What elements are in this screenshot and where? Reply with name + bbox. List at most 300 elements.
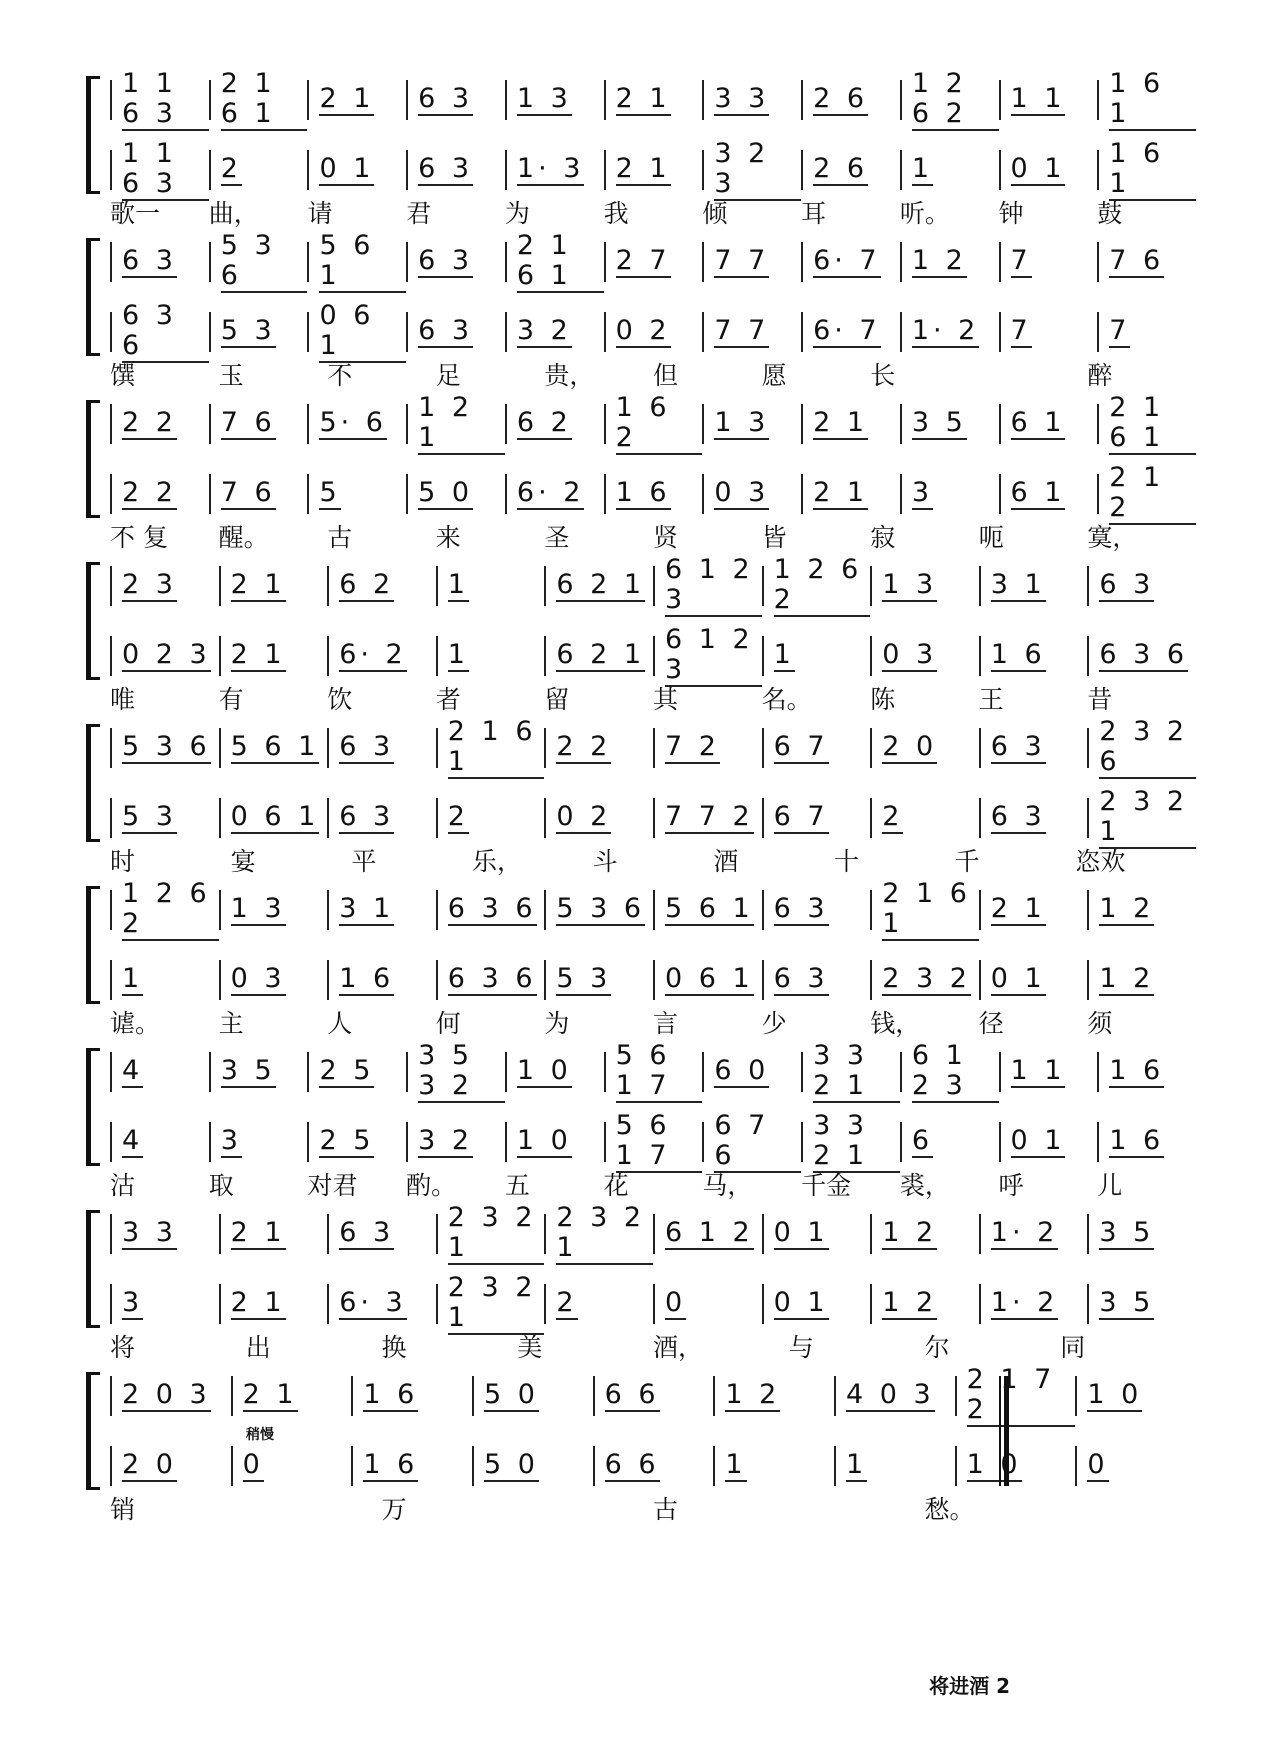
measure-notes: 3 [911,477,933,508]
measure [209,474,308,514]
measure-notes: 2 0 [122,1449,177,1480]
measure-notes: 3 5 3 2 [418,1041,505,1103]
measure-notes: 6 3 [122,245,177,276]
measure-notes: 1· 3 [516,153,585,184]
lyric-syllable: 将 [110,1333,136,1362]
measure-notes: 1· 2 [990,1217,1059,1248]
score-system [86,554,1196,714]
upper-voice-line [110,392,1196,453]
measure-notes: 1 2 [725,1379,781,1410]
measure-notes: 1 3 [882,569,938,600]
measure [307,1052,406,1092]
score-system [86,1364,1196,1524]
measure-notes: 1 2 [882,1287,938,1318]
measure-notes: 1 3 [714,407,770,438]
lyric-syllable: 为 [544,1009,570,1038]
measure-notes: 6 6 [604,1379,660,1410]
measure [219,728,328,768]
measure-notes: 0 1 [773,1217,829,1248]
measure [762,960,871,1000]
measure-notes: 6 3 [418,315,474,346]
measure [505,80,604,120]
score-system [86,392,1196,552]
measure-notes: 1 [447,569,469,600]
upper-voice-line [110,716,1196,777]
measure [979,890,1088,930]
lyrics-line [110,1166,1196,1200]
measure [604,80,703,120]
measure [436,1272,545,1333]
lyric-syllable: 皆 [761,523,787,552]
measure-notes: 1· 2 [990,1287,1059,1318]
measure-notes: 6 2 1 [556,569,646,600]
measure-notes: 2 [447,801,469,832]
score-system [86,1202,1196,1362]
measure-notes: 6 3 [773,963,829,994]
measure-notes: 6 1 [1010,407,1066,438]
measure [999,150,1098,190]
lyric-syllable: 斗 [592,847,618,876]
measure-notes: 6 7 [773,801,829,832]
measure [307,80,406,120]
measure-notes: 2 1 [813,407,869,438]
measure [870,878,979,939]
measure-notes: 7 [1109,315,1131,346]
measure-notes: 2 3 2 1 [556,1203,653,1265]
measure [209,1052,308,1092]
measure-notes: 2 2 [122,407,177,438]
measure [436,890,545,930]
lyric-syllable: 倾 [702,199,728,228]
measure [327,566,436,606]
lyric-syllable: 酌。 [406,1171,457,1200]
measure [472,1446,593,1486]
measure [231,1446,352,1486]
measure-notes: 3 5 [911,407,967,438]
lyrics-line [110,1490,1196,1524]
measure-notes: 2 1 [230,1217,286,1248]
measure-notes: 6 3 [990,801,1046,832]
measure-notes: 5 3 6 [122,731,211,762]
lyric-syllable: 我 [603,199,629,228]
measure-notes: 0 1 [1010,1125,1066,1156]
lyric-syllable: 销 [110,1495,136,1524]
measure-notes: 7 6 [1109,245,1165,276]
lyric-syllable: 名。 [761,685,812,714]
score-system [86,230,1196,390]
measure [1087,960,1196,1000]
measure [702,474,801,514]
measure [110,404,209,444]
measure-notes: 6· 7 [813,315,881,346]
lyrics-line [110,194,1196,228]
measure-notes: 2 3 2 6 [1099,717,1196,779]
measure-notes: 1 2 [911,245,967,276]
measure-notes: 2 [220,153,242,184]
measure [870,1214,979,1254]
lyric-syllable: 有 [218,685,244,714]
measure [999,404,1098,444]
measure [979,798,1088,838]
measure [999,474,1098,514]
measure [544,636,653,676]
lyric-syllable: 五 [504,1171,530,1200]
measure [406,392,505,453]
measure-notes: 1 0 [966,1449,1022,1480]
measure-notes: 1 [773,639,795,670]
lyrics-line [110,842,1196,876]
measure [593,1446,714,1486]
measure [604,150,703,190]
measure [653,624,762,685]
measure-notes: 3 2 [418,1125,474,1156]
lyric-syllable: 千 [954,847,980,876]
lyric-syllable: 愁。 [924,1495,975,1524]
measure [593,1376,714,1416]
measure [544,1202,653,1263]
lyric-syllable: 须 [1087,1009,1113,1038]
lyric-syllable: 对君 [307,1171,358,1200]
measure-notes: 3 3 2 1 [813,1041,900,1103]
measure-notes: 6 3 6 [447,893,537,924]
measure [801,80,900,120]
measure [1097,1122,1196,1162]
measure-notes: 1 2 [1099,963,1155,994]
lyric-syllable: 古 [327,523,353,552]
measure-notes: 7 7 [714,245,770,276]
lyrics-line [110,356,1196,390]
measure [307,150,406,190]
lyric-syllable: 美 [517,1333,543,1362]
lyric-syllable: 馔 [110,361,136,390]
measure [327,798,436,838]
upper-voice-line [110,1364,1196,1425]
measure [209,312,308,352]
measure-notes: 0 2 [615,315,671,346]
lyric-syllable: 贵， [544,361,595,390]
measure [1075,1376,1196,1416]
lower-voice-line [110,624,1196,685]
measure-notes: 5 6 1 [230,731,320,762]
lyric-syllable: 花 [603,1171,629,1200]
measure [110,242,209,282]
measure-notes: 2 [556,1287,578,1318]
measure-notes: 1 6 [1109,1125,1165,1156]
measure-notes: 5 3 6 [221,231,308,293]
measure-notes: 1 6 1 [1109,139,1196,201]
measure-notes: 0 2 [556,801,612,832]
measure [327,960,436,1000]
measure-notes: 6 3 [1099,569,1155,600]
lower-voice-line [110,1446,1196,1486]
measure [307,474,406,514]
lyric-syllable: 钱， [870,1009,921,1038]
measure [762,890,871,930]
measure-notes: 2 3 2 [882,963,971,994]
measure [219,1214,328,1254]
measure [544,798,653,838]
measure-notes: 1 [846,1449,868,1480]
lyric-syllable: 钟 [998,199,1024,228]
measure [870,566,979,606]
measure-notes: 1 [911,153,933,184]
measure-notes: 3 2 3 [714,139,801,201]
measure [900,68,999,129]
lyric-syllable: 歌一 [110,199,161,228]
lyric-syllable: 何 [435,1009,461,1038]
lyric-syllable: 酒， [653,1333,704,1362]
lyric-syllable: 愿 [761,361,787,390]
measure-notes: 4 [122,1055,144,1086]
measure [505,150,604,190]
measure-notes: 1 3 [516,83,572,114]
measure [653,1284,762,1324]
measure [702,1110,801,1171]
measure-notes: 1 2 [1099,893,1155,924]
measure-notes: 6 1 [1010,477,1066,508]
measure-notes: 6 1 2 3 [665,555,762,617]
measure [955,1446,1076,1486]
measure-notes: 4 [122,1125,144,1156]
measure-notes: 7 6 [220,477,276,508]
measure [219,960,328,1000]
measure-notes: 7 2 [665,731,720,762]
system-bracket [86,1372,100,1490]
measure-notes: 2 6 [813,153,869,184]
lyric-syllable: 为 [504,199,530,228]
measure [653,890,762,930]
measure-notes: 6 3 [339,801,395,832]
measure-notes: 1 [725,1449,747,1480]
measure-notes: 1 0 [1087,1379,1143,1410]
lyrics-line [110,518,1196,552]
measure-notes: 2 5 [319,1125,375,1156]
measure-notes: 7 [1010,245,1032,276]
measure [900,1122,999,1162]
measure [653,798,762,838]
measure-notes: 2 1 2 [1109,463,1196,525]
lyric-syllable: 不 复 [110,523,168,552]
measure-notes: 0 [242,1449,264,1480]
measure [702,312,801,352]
measure [209,230,308,291]
measure [110,1052,209,1092]
measure [801,404,900,444]
measure-notes: 5 0 [484,1379,539,1410]
measure [406,80,505,120]
measure [219,890,328,930]
measure [713,1446,834,1486]
measure [436,636,545,676]
measure-notes: 3 2 [516,315,572,346]
lyric-syllable: 者 [435,685,461,714]
lyric-syllable: 昔 [1087,685,1113,714]
measure [999,1122,1098,1162]
measure [702,404,801,444]
final-barline [999,1376,1009,1486]
measure [955,1364,1076,1425]
measure-notes: 0 2 3 [122,639,211,670]
measure-notes: 2 3 2 1 [448,1203,545,1265]
measure [702,80,801,120]
measure [505,1122,604,1162]
measure [110,636,219,676]
measure [307,300,406,361]
measure [327,1214,436,1254]
measure [209,404,308,444]
measure-notes: 1 1 6 3 [122,69,209,131]
measure-notes: 2 3 2 1 [448,1273,545,1335]
measure [653,960,762,1000]
lyric-syllable: 耳 [801,199,827,228]
measure [702,1052,801,1092]
measure [870,1284,979,1324]
lyric-syllable: 请 [307,199,333,228]
lyric-syllable: 醒。 [218,523,269,552]
measure-notes: 1 2 6 2 [774,555,871,617]
measure [436,798,545,838]
measure-notes: 2 0 [882,731,938,762]
measure [762,1284,871,1324]
measure-notes: 5 3 [556,963,612,994]
measure-notes: 0 1 [319,153,375,184]
measure-notes: 3 3 [714,83,770,114]
measure [110,1284,219,1324]
measure [979,636,1088,676]
measure [702,242,801,282]
measure-notes: 2 1 6 1 [882,879,979,941]
measure [110,138,209,199]
upper-voice-line [110,554,1196,615]
measure [436,960,545,1000]
measure-notes: 0 6 1 [319,301,406,363]
measure [900,150,999,190]
lyric-syllable: 长 [870,361,896,390]
lyric-syllable: 唯 [110,685,136,714]
measure [1097,462,1196,523]
measure [762,728,871,768]
lyric-syllable: 陈 [870,685,896,714]
upper-voice-line [110,68,1196,129]
measure [219,1284,328,1324]
measure-notes: 2 5 [319,1055,375,1086]
measure-notes: 6 3 6 [447,963,537,994]
measure-notes: 6· 2 [339,639,407,670]
measure-notes: 2 2 [122,477,177,508]
measure [801,150,900,190]
measure-notes: 2 7 [615,245,671,276]
measure-notes: 2 3 [122,569,177,600]
measure [870,798,979,838]
measure [110,960,219,1000]
lower-voice-line [110,138,1196,199]
measure [327,728,436,768]
measure-notes: 2 1 [230,639,286,670]
measure-notes: 3 3 [122,1217,177,1248]
measure-notes: 6 0 [714,1055,770,1086]
system-bracket [86,1210,100,1328]
measure-notes: 2 0 3 [122,1379,211,1410]
measure [351,1446,472,1486]
lyric-syllable: 呼 [998,1171,1024,1200]
lyric-syllable: 但 [653,361,679,390]
lyric-syllable: 时 [110,847,136,876]
score-system [86,68,1196,228]
measure [436,1202,545,1263]
measure-notes: 1 [122,963,144,994]
measure [110,68,209,129]
measure [870,636,979,676]
measure-notes: 1 6 1 [1109,69,1196,131]
lyric-syllable: 裘， [899,1171,950,1200]
measure [834,1446,955,1486]
lyric-syllable: 贤 [653,523,679,552]
measure [110,566,219,606]
measure-notes: 5· 6 [319,407,387,438]
measure [327,636,436,676]
measure [110,1122,209,1162]
measure [110,878,219,939]
measure-notes: 2 1 [319,83,375,114]
measure-notes: 2 1 7 2 [967,1365,1076,1427]
measure-notes: 5 6 1 7 [616,1111,703,1173]
measure-notes: 3 [220,1125,242,1156]
measure [406,1122,505,1162]
measure-notes: 0 3 [230,963,286,994]
measure-notes: 6· 7 [813,245,881,276]
measure-notes: 2 1 6 1 [448,717,545,779]
measure [801,474,900,514]
measure [1087,786,1196,847]
measure [604,1040,703,1101]
measure [870,960,979,1000]
measure-notes: 7 7 2 [665,801,754,832]
lyric-syllable: 取 [208,1171,234,1200]
lyric-syllable: 径 [978,1009,1004,1038]
measure-notes: 3 1 [990,569,1046,600]
measure [110,1376,231,1416]
measure [231,1376,352,1416]
measure [999,80,1098,120]
lyric-syllable: 君 [406,199,432,228]
lyric-syllable: 鼓 [1097,199,1123,228]
measure [1097,392,1196,453]
measure [110,1214,219,1254]
measure-notes: 6 1 2 3 [665,625,762,687]
measure [505,1052,604,1092]
lyric-syllable: 古 [653,1495,679,1524]
measure-notes: 6 3 [418,245,474,276]
lyric-syllable: 儿 [1097,1171,1123,1200]
lyric-syllable: 言 [653,1009,679,1038]
lyric-syllable: 尔 [924,1333,950,1362]
lower-voice-line [110,1110,1196,1171]
lyric-syllable: 呃 [978,523,1004,552]
measure-notes: 5 6 1 7 [616,1041,703,1103]
measure-notes: 0 3 [714,477,770,508]
measure-notes: 1 3 [230,893,286,924]
measure-notes: 2 1 [813,477,869,508]
measure [604,392,703,453]
upper-voice-line [110,1040,1196,1101]
lyric-syllable: 不 [327,361,353,390]
measure-notes: 1 2 6 2 [912,69,999,131]
measure-notes: 5 6 1 [665,893,754,924]
measure [544,728,653,768]
measure-notes: 2 1 [615,83,671,114]
measure [209,68,308,129]
measure-notes: 2 1 6 1 [517,231,604,293]
